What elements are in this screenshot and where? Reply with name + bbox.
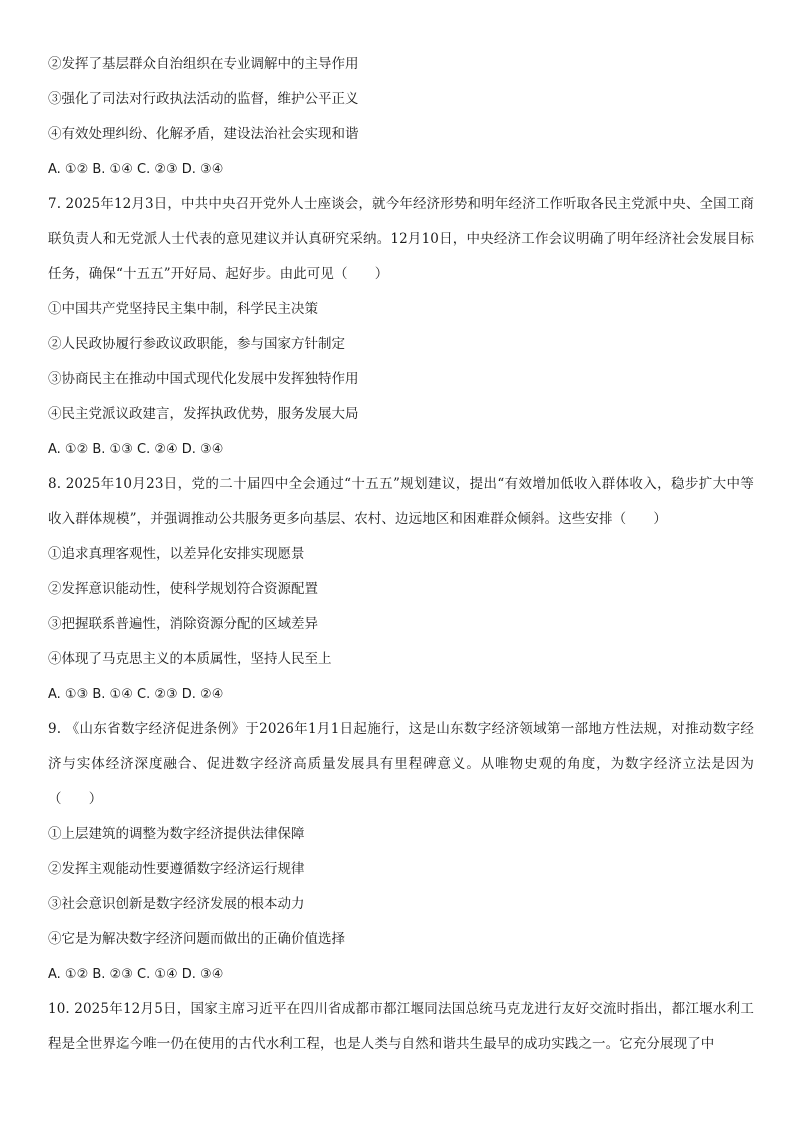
answer-choices: A. ①② B. ①④ C. ②③ D. ③④ [48,162,224,177]
option-statement: ①追求真理客观性，以差异化安排实现愿景 [48,546,305,562]
option-statement: ④有效处理纠纷、化解矛盾，建设法治社会实现和谐 [48,126,359,142]
option-statement: ③把握联系普遍性，消除资源分配的区域差异 [48,616,318,632]
document-body [48,56,754,1062]
question-stem: 10. 2025年12月5日，国家主席习近平在四川省成都市都江堰同法国总统马克龙进行友好交流时指出，都江堰水利工程是全世界迄今唯一仍在使用的古代水利工程，也是人类与自然和谐共生最早的成功实践之一。它充分展现了中 [48,1001,754,1052]
option-statement: ②人民政协履行参政议政职能，参与国家方针制定 [48,336,345,352]
option-statement: ②发挥主观能动性要遵循数字经济运行规律 [48,861,305,877]
question-stem: 9. 《山东省数字经济促进条例》于2026年1月1日起施行，这是山东数字经济领域第一部地方性法规，对推动数字经济与实体经济深度融合、促进数字经济高质量发展具有里程碑意义。从唯物史观的角度，为数字经济立法是因为（ ） [48,721,754,807]
option-statement: ④体现了马克思主义的本质属性，坚持人民至上 [48,651,332,667]
option-statement: ①上层建筑的调整为数字经济提供法律保障 [48,826,305,842]
answer-choices: A. ①③ B. ①④ C. ②③ D. ②④ [48,687,224,702]
option-statement: ③强化了司法对行政执法活动的监督，维护公平正义 [48,91,359,107]
answer-choices: A. ①② B. ②③ C. ①④ D. ③④ [48,967,224,982]
option-statement: ④它是为解决数字经济问题而做出的正确价值选择 [48,931,345,947]
question-stem: 7. 2025年12月3日，中共中央召开党外人士座谈会，就今年经济形势和明年经济工作听取各民主党派中央、全国工商联负责人和无党派人士代表的意见建议并认真研究采纳。12月10日，中央经济工作会议明确了明年经济社会发展目标任务，确保“十五五”开好局、起好步。由此可见（ ） [48,196,754,282]
question-stem: 8. 2025年10月23日，党的二十届四中全会通过“十五五”规划建议，提出“有效增加低收入群体收入，稳步扩大中等收入群体规模”，并强调推动公共服务更多向基层、农村、边远地区和困难群众倾斜。这些安排（ ） [48,476,754,527]
option-statement: ④民主党派议政建言，发挥执政优势，服务发展大局 [48,406,359,422]
option-statement: ②发挥了基层群众自治组织在专业调解中的主导作用 [48,56,359,72]
option-statement: ①中国共产党坚持民主集中制，科学民主决策 [48,301,318,317]
option-statement: ③社会意识创新是数字经济发展的根本动力 [48,896,305,912]
option-statement: ③协商民主在推动中国式现代化发展中发挥独特作用 [48,371,359,387]
option-statement: ②发挥意识能动性，使科学规划符合资源配置 [48,581,318,597]
answer-choices: A. ①② B. ①③ C. ②④ D. ③④ [48,442,224,457]
